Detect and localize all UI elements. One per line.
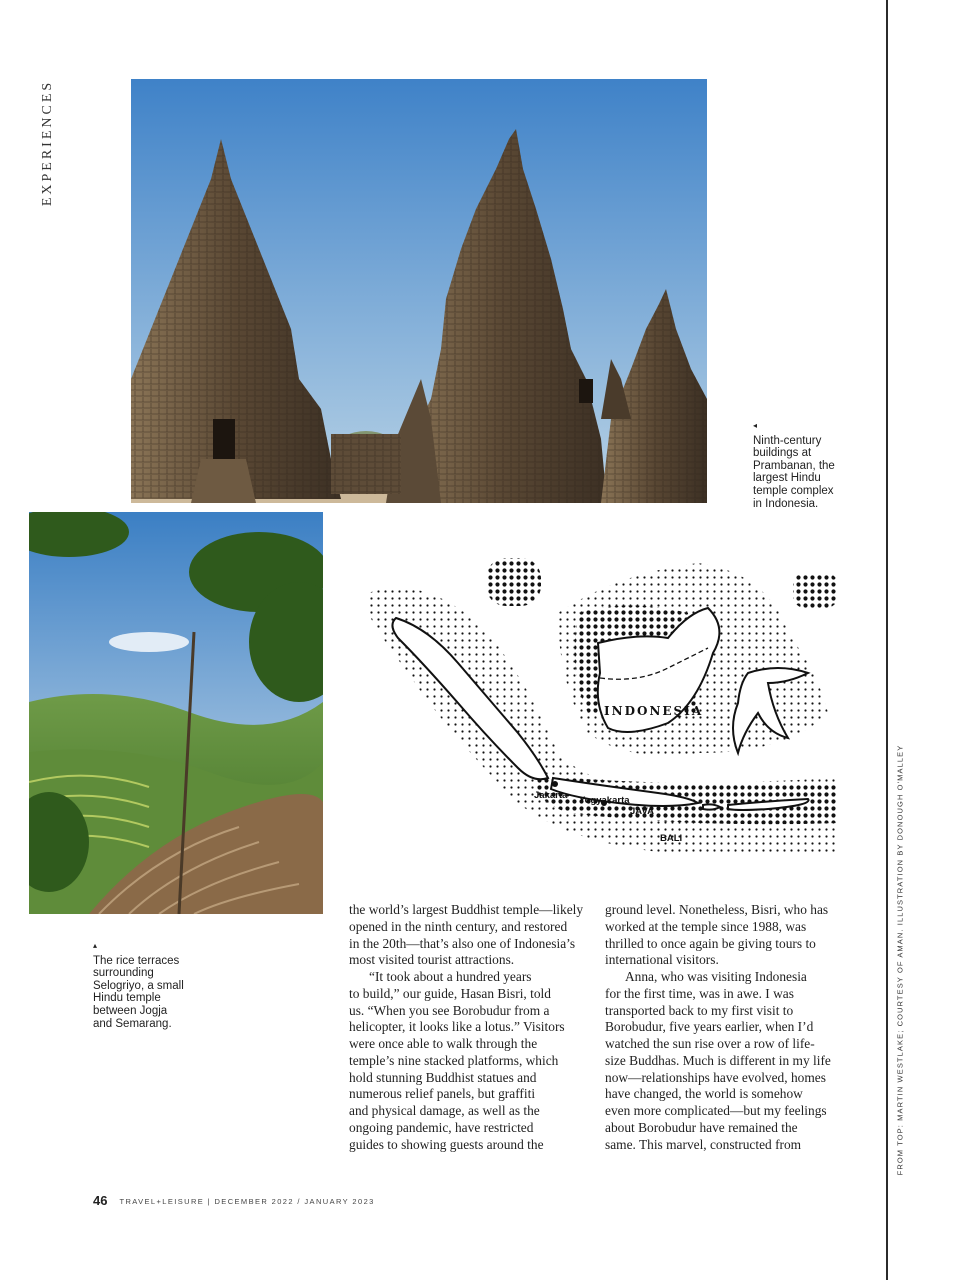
article-line: temple’s nine stacked platforms, which [349,1052,559,1068]
article-line: for the first time, was in awe. I was [605,985,794,1001]
article-line: numerous relief panels, but graffiti [349,1086,536,1102]
section-label-text: EXPERIENCES [40,79,55,207]
article-line: Borobudur, five years earlier, when I’d [605,1019,814,1035]
caption-line: Selogriyo, a small [93,979,184,992]
article-line: watched the sun rise over a row of life- [605,1036,815,1051]
caption-line: and Semarang. [93,1017,172,1030]
article-line: ongoing pandemic, have restricted [349,1119,534,1135]
article-line: most visited tourist attractions. [349,952,515,968]
rice-terraces-photo [29,512,323,914]
map-label-indonesia: INDONESIA [604,704,704,718]
caption-line: Ninth-century [753,434,822,447]
caption-line: surrounding [93,967,154,980]
section-label [28,79,68,207]
article-line: opened in the ninth century, and restored [349,918,568,934]
temple-photo [131,79,707,503]
map-label-jakarta: Jakarta [534,790,568,801]
map-label-yogyakarta: Yogyakarta [579,795,630,806]
map-label-bali: BALI [660,833,683,844]
caption-line: Prambanan, the [753,459,835,472]
article-line: to build,” our guide, Hasan Bisri, told [349,985,551,1001]
article-line: ground level. Nonetheless, Bisri, who has [605,902,829,917]
article-line: about Borobudur have remained the [605,1119,798,1135]
temple-caption [753,420,853,510]
caption-arrow-icon: ▴ [93,941,98,950]
article-line: even more complicated—but my feelings [605,1103,827,1118]
caption-line: in Indonesia. [753,497,819,510]
caption-line: largest Hindu [753,472,821,485]
article-line: in the 20th—that’s also one of Indonesia’s [349,935,576,951]
article-line: hold stunning Buddhist statues and [349,1069,537,1085]
photo-credit-text: FROM TOP: MARTIN WESTLAKE; COURTESY OF AMAN. ILLUSTRATION BY DONOUGH O'MALLEY [895,744,905,1176]
article-line: have changed, the world is somehow [605,1086,803,1102]
publication-line: TRAVEL+LEISURE | DECEMBER 2022 / JANUARY 2023 [119,1197,375,1206]
article-line: size Buddhas. Much is different in my life [605,1052,831,1068]
article-line: worked at the temple since 1988, was [605,918,807,934]
article-line: us. “When you see Borobudur from a [349,1002,550,1018]
photo-credit [886,744,914,1176]
article-line: thrilled to once again be giving tours to [605,935,816,951]
article-line: transported back to my first visit to [605,1002,794,1018]
article-line: now—relationships have evolved, homes [605,1069,826,1085]
article-column-2 [605,902,845,1153]
article-line: same. This marvel, constructed from [605,1136,802,1152]
caption-line: Hindu temple [93,992,161,1005]
caption-line: The rice terraces [93,954,180,967]
caption-line: buildings at [753,447,812,460]
article-line: international visitors. [605,952,719,968]
article-line: Anna, who was visiting Indonesia [625,969,807,984]
article-line: “It took about a hundred years [369,969,532,984]
article-line: were once able to walk through the [349,1036,538,1051]
indonesia-map [368,553,838,863]
map-label-java: JAVA [630,806,654,817]
rice-caption [93,940,193,1030]
page-footer [93,1192,375,1210]
article-line: guides to showing guests around the [349,1136,544,1152]
article-line: and physical damage, as well as the [349,1103,540,1118]
caption-arrow-icon: ◂ [753,421,758,430]
article-line: the world’s largest Buddhist temple—likely [349,902,584,917]
article-column-1 [349,902,589,1153]
page-number: 46 [93,1193,108,1208]
article-line: helicopter, it looks like a lotus.” Visitors [349,1019,565,1035]
caption-line: temple complex [753,484,834,497]
caption-line: between Jogja [93,1004,168,1017]
